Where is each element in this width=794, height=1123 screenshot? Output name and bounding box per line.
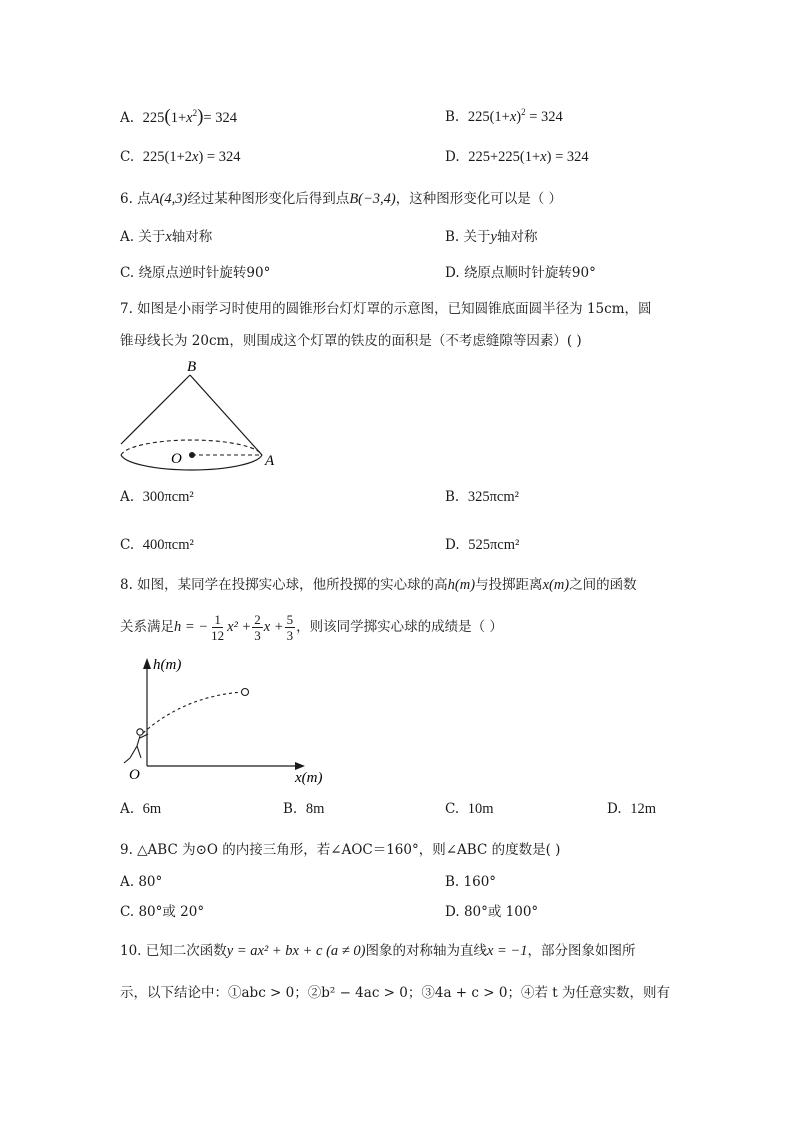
thrower-figure-icon — [124, 729, 148, 763]
cone-figure — [115, 355, 285, 475]
q5-option-c-expr: 225(1+2x) = 324 — [142, 149, 241, 165]
throw-figure — [115, 650, 340, 785]
q5-option-a-expr: $225(1+x^2)= 324$ — [142, 106, 237, 127]
q6-stem: 6. 点A(4,3)经过某种图形变化后得到点B(−3,4)，这种图形变化可以是（ ） — [120, 191, 563, 207]
q7-option-c[interactable]: C. 400πcm² — [120, 537, 194, 553]
q7-stem-line1: 7. 如图是小雨学习时使用的圆锥形台灯灯罩的示意图，已知圆锥底面圆半径为 15cm，圆 — [120, 301, 652, 317]
q9-option-b[interactable]: B. 160° — [445, 874, 497, 890]
q7-option-b[interactable]: B. 325πcm² — [445, 489, 519, 505]
q10-stem-line1: 10. 已知二次函数y = ax² + bx + c (a ≠ 0)图象的对称轴为直线x = −1，部分图象如图所 — [120, 943, 636, 959]
q8-option-c[interactable]: C. 10m — [445, 801, 494, 817]
cone-right-slant — [190, 375, 262, 455]
q9-option-c[interactable]: C. 80°或 20° — [120, 904, 205, 920]
y-axis-label: h(m) — [153, 657, 182, 673]
q7-option-a[interactable]: A. 300πcm² — [120, 489, 194, 505]
q6-option-d[interactable]: D. 绕原点顺时针旋转90° — [445, 265, 596, 281]
x-axis-arrow-icon — [295, 762, 305, 770]
point-b: B(−3,4) — [349, 191, 396, 207]
cone-left-slant — [121, 375, 190, 444]
q9-option-a[interactable]: A. 80° — [120, 874, 163, 890]
q5-option-c[interactable]: C. 225(1+2x) = 324 — [120, 149, 241, 165]
q8-formula: h = − $\frac{1}{12}$ x² + $\frac{2}{3}$ x + $\frac{5}{3}$ — [174, 612, 294, 644]
landing-ball — [242, 689, 249, 696]
q9-stem: 9. △ABC 为⊙O 的内接三角形，若∠AOC＝160°，则∠ABC 的度数是( ) — [120, 842, 561, 858]
q5-option-b-expr: $225(1+x)^2 = 324$ — [467, 107, 563, 125]
point-a: A(4,3) — [150, 191, 188, 207]
q10-stem-line2: 示，以下结论中：①abc > 0；②b² − 4ac > 0；③4a + c > 0；④若 t 为任意实数，则有 — [120, 985, 670, 1001]
label-o: O — [171, 451, 182, 467]
x-axis-label: x(m) — [295, 770, 323, 786]
y-axis-arrow-icon — [143, 658, 151, 669]
q5-option-d-expr: 225+225(1+x) = 324 — [468, 149, 589, 165]
q5-option-a[interactable]: A. $225(1+x^2)= 324$ — [120, 106, 237, 127]
q8-stem-line2: 关系满足h = − $\frac{1}{12}$ x² + $\frac{2}{3}$ x + $\frac{5}{3}$ ，则该同学掷实心球的成绩是（ ） — [120, 612, 503, 644]
label-a: A — [265, 453, 275, 469]
q6-option-c[interactable]: C. 绕原点逆时针旋转90° — [120, 265, 271, 281]
q7-option-d[interactable]: D. 525πcm² — [445, 537, 520, 553]
q9-option-d[interactable]: D. 80°或 100° — [445, 904, 539, 920]
q8-option-d[interactable]: D. 12m — [607, 801, 657, 817]
q8-option-b[interactable]: B. 8m — [283, 801, 325, 817]
q5-option-b[interactable]: B. $225(1+x)^2 = 324$ — [445, 107, 563, 125]
q6-option-a[interactable]: A. 关于x轴对称 — [120, 229, 213, 245]
q5-option-d[interactable]: D. 225+225(1+x) = 324 — [445, 149, 589, 165]
q8-stem-line1: 8. 如图，某同学在投掷实心球，他所投掷的实心球的高h(m)与投掷距离x(m)之间的函数 — [120, 577, 637, 593]
origin-label: O — [129, 767, 140, 783]
q8-option-a[interactable]: A. 6m — [120, 801, 162, 817]
label-b: B — [187, 359, 197, 375]
cone-center-point — [189, 452, 195, 458]
q6-option-b[interactable]: B. 关于y轴对称 — [445, 229, 538, 245]
trajectory-curve — [143, 692, 243, 733]
q7-stem-line2: 锥母线长为 20cm，则围成这个灯罩的铁皮的面积是（不考虑缝隙等因素）( ) — [120, 333, 582, 349]
